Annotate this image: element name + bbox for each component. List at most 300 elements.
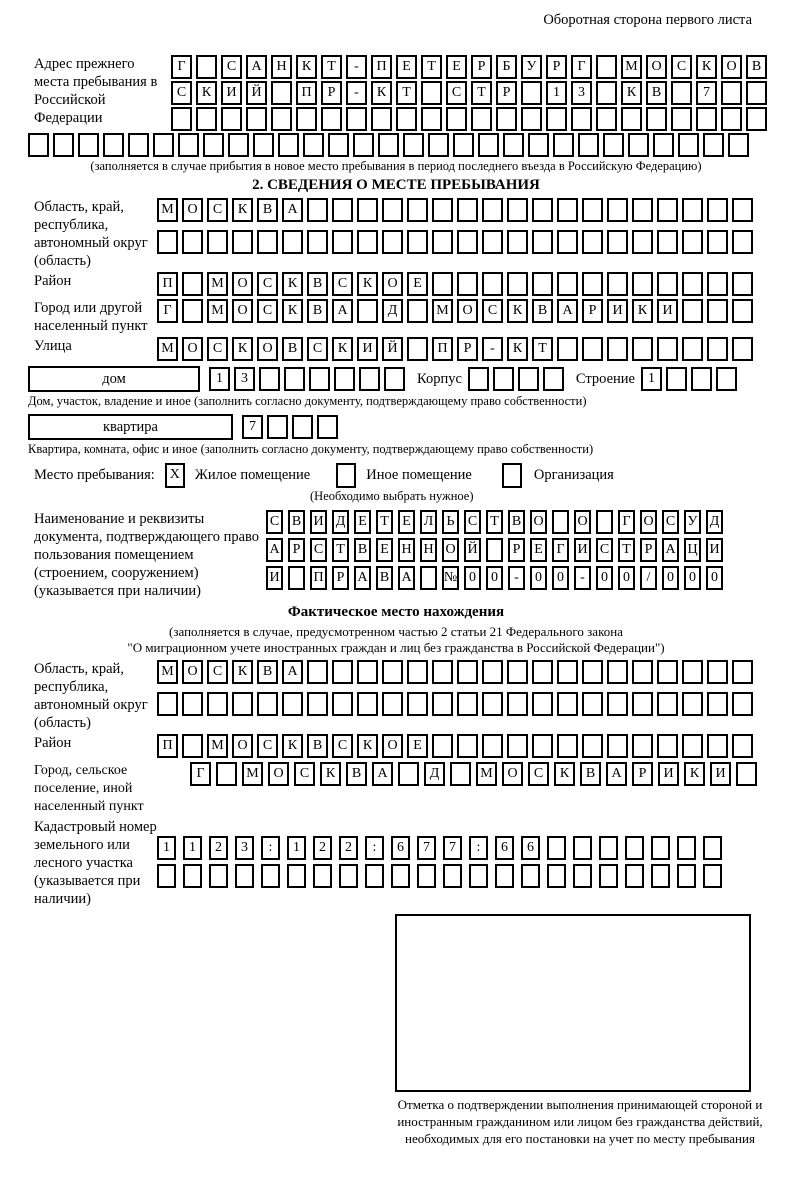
form-cell[interactable]: И: [310, 510, 327, 534]
form-cell[interactable]: В: [346, 762, 367, 786]
form-cell[interactable]: С: [171, 81, 192, 105]
form-cell[interactable]: [196, 107, 217, 131]
form-cell[interactable]: [557, 272, 578, 296]
form-cell[interactable]: 1: [157, 836, 176, 860]
form-cell[interactable]: [257, 230, 278, 254]
form-cell[interactable]: [209, 864, 228, 888]
form-cell[interactable]: 2: [313, 836, 332, 860]
form-cell[interactable]: [493, 367, 514, 391]
form-cell[interactable]: О: [182, 198, 203, 222]
form-cell[interactable]: [482, 198, 503, 222]
form-cell[interactable]: [543, 367, 564, 391]
form-cell[interactable]: [607, 337, 628, 361]
form-cell[interactable]: А: [662, 538, 679, 562]
form-cell[interactable]: П: [432, 337, 453, 361]
form-cell[interactable]: [651, 864, 670, 888]
form-cell[interactable]: [557, 734, 578, 758]
form-cell[interactable]: [357, 299, 378, 323]
form-cell[interactable]: [682, 337, 703, 361]
form-cell[interactable]: [657, 692, 678, 716]
form-cell[interactable]: [332, 230, 353, 254]
form-cell[interactable]: -: [574, 566, 591, 590]
form-cell[interactable]: [216, 762, 237, 786]
form-cell[interactable]: -: [346, 81, 367, 105]
form-cell[interactable]: [403, 133, 424, 157]
form-cell[interactable]: [332, 692, 353, 716]
form-cell[interactable]: [703, 864, 722, 888]
form-cell[interactable]: О: [182, 660, 203, 684]
form-cell[interactable]: [546, 107, 567, 131]
form-cell[interactable]: [309, 367, 330, 391]
form-cell[interactable]: [632, 660, 653, 684]
form-cell[interactable]: [271, 107, 292, 131]
form-cell[interactable]: [421, 81, 442, 105]
form-cell[interactable]: Е: [407, 734, 428, 758]
form-cell[interactable]: [607, 692, 628, 716]
form-cell[interactable]: А: [557, 299, 578, 323]
form-cell[interactable]: [671, 107, 692, 131]
form-cell[interactable]: О: [646, 55, 667, 79]
form-cell[interactable]: О: [232, 272, 253, 296]
form-cell[interactable]: Д: [424, 762, 445, 786]
form-cell[interactable]: [571, 107, 592, 131]
form-cell[interactable]: [420, 566, 437, 590]
form-cell[interactable]: [371, 107, 392, 131]
form-cell[interactable]: Р: [457, 337, 478, 361]
form-cell[interactable]: С: [221, 55, 242, 79]
form-cell[interactable]: 3: [571, 81, 592, 105]
form-cell[interactable]: [282, 692, 303, 716]
form-cell[interactable]: [532, 272, 553, 296]
form-cell[interactable]: [582, 272, 603, 296]
form-cell[interactable]: М: [157, 198, 178, 222]
form-cell[interactable]: С: [207, 660, 228, 684]
form-cell[interactable]: [532, 230, 553, 254]
form-cell[interactable]: Г: [571, 55, 592, 79]
form-cell[interactable]: Р: [332, 566, 349, 590]
form-cell[interactable]: К: [371, 81, 392, 105]
form-cell[interactable]: В: [532, 299, 553, 323]
form-cell[interactable]: [573, 836, 592, 860]
form-cell[interactable]: Е: [376, 538, 393, 562]
form-cell[interactable]: О: [457, 299, 478, 323]
form-cell[interactable]: С: [482, 299, 503, 323]
form-cell[interactable]: /: [640, 566, 657, 590]
form-cell[interactable]: [732, 272, 753, 296]
form-cell[interactable]: [307, 660, 328, 684]
form-cell[interactable]: [432, 230, 453, 254]
form-cell[interactable]: У: [684, 510, 701, 534]
form-cell[interactable]: [450, 762, 471, 786]
form-cell[interactable]: Т: [486, 510, 503, 534]
form-cell[interactable]: [482, 734, 503, 758]
form-cell[interactable]: -: [346, 55, 367, 79]
form-cell[interactable]: [357, 692, 378, 716]
form-cell[interactable]: -: [508, 566, 525, 590]
form-cell[interactable]: [599, 836, 618, 860]
form-cell[interactable]: [307, 692, 328, 716]
form-cell[interactable]: Е: [446, 55, 467, 79]
form-cell[interactable]: [625, 836, 644, 860]
form-cell[interactable]: 0: [530, 566, 547, 590]
form-cell[interactable]: [407, 299, 428, 323]
form-cell[interactable]: [657, 230, 678, 254]
form-cell[interactable]: К: [357, 272, 378, 296]
form-cell[interactable]: [746, 107, 767, 131]
form-cell[interactable]: [721, 81, 742, 105]
form-cell[interactable]: [632, 230, 653, 254]
form-cell[interactable]: О: [257, 337, 278, 361]
form-cell[interactable]: [607, 660, 628, 684]
form-cell[interactable]: [398, 762, 419, 786]
form-cell[interactable]: [407, 692, 428, 716]
form-cell[interactable]: [557, 230, 578, 254]
form-cell[interactable]: [746, 81, 767, 105]
form-cell[interactable]: [657, 198, 678, 222]
form-cell[interactable]: [677, 836, 696, 860]
form-cell[interactable]: Б: [496, 55, 517, 79]
form-cell[interactable]: [153, 133, 174, 157]
form-cell[interactable]: М: [207, 299, 228, 323]
form-cell[interactable]: Р: [632, 762, 653, 786]
form-cell[interactable]: [582, 660, 603, 684]
form-cell[interactable]: Т: [618, 538, 635, 562]
form-cell[interactable]: 1: [209, 367, 230, 391]
form-cell[interactable]: :: [365, 836, 384, 860]
form-cell[interactable]: [547, 836, 566, 860]
form-cell[interactable]: [353, 133, 374, 157]
form-cell[interactable]: [666, 367, 687, 391]
form-cell[interactable]: [657, 734, 678, 758]
form-cell[interactable]: [582, 734, 603, 758]
form-cell[interactable]: [547, 864, 566, 888]
form-cell[interactable]: [307, 230, 328, 254]
form-cell[interactable]: [417, 864, 436, 888]
form-cell[interactable]: С: [257, 272, 278, 296]
form-cell[interactable]: [707, 272, 728, 296]
form-cell[interactable]: И: [574, 538, 591, 562]
form-cell[interactable]: [482, 660, 503, 684]
form-cell[interactable]: [607, 272, 628, 296]
form-cell[interactable]: Е: [407, 272, 428, 296]
form-cell[interactable]: С: [266, 510, 283, 534]
form-cell[interactable]: [532, 198, 553, 222]
form-cell[interactable]: [607, 198, 628, 222]
form-cell[interactable]: [378, 133, 399, 157]
form-cell[interactable]: С: [528, 762, 549, 786]
form-cell[interactable]: [257, 692, 278, 716]
form-cell[interactable]: [407, 230, 428, 254]
form-cell[interactable]: [495, 864, 514, 888]
form-cell[interactable]: [532, 734, 553, 758]
form-cell[interactable]: [382, 692, 403, 716]
form-cell[interactable]: [296, 107, 317, 131]
form-cell[interactable]: [657, 660, 678, 684]
form-cell[interactable]: 7: [696, 81, 717, 105]
form-cell[interactable]: К: [232, 337, 253, 361]
form-cell[interactable]: 0: [552, 566, 569, 590]
form-cell[interactable]: И: [658, 762, 679, 786]
form-cell[interactable]: [682, 299, 703, 323]
form-cell[interactable]: А: [282, 660, 303, 684]
form-cell[interactable]: С: [257, 734, 278, 758]
form-cell[interactable]: [471, 107, 492, 131]
form-cell[interactable]: [632, 198, 653, 222]
form-cell[interactable]: М: [157, 660, 178, 684]
form-cell[interactable]: В: [580, 762, 601, 786]
form-cell[interactable]: М: [621, 55, 642, 79]
form-cell[interactable]: [736, 762, 757, 786]
form-cell[interactable]: [707, 734, 728, 758]
form-cell[interactable]: [657, 272, 678, 296]
form-cell[interactable]: [528, 133, 549, 157]
form-cell[interactable]: 7: [443, 836, 462, 860]
form-cell[interactable]: А: [606, 762, 627, 786]
form-cell[interactable]: Г: [618, 510, 635, 534]
form-cell[interactable]: А: [354, 566, 371, 590]
form-cell[interactable]: П: [157, 272, 178, 296]
form-cell[interactable]: [482, 230, 503, 254]
form-cell[interactable]: 7: [417, 836, 436, 860]
form-cell[interactable]: В: [746, 55, 767, 79]
form-cell[interactable]: А: [282, 198, 303, 222]
form-cell[interactable]: [657, 337, 678, 361]
form-cell[interactable]: [621, 107, 642, 131]
form-cell[interactable]: [582, 692, 603, 716]
form-cell[interactable]: [339, 864, 358, 888]
form-cell[interactable]: О: [182, 337, 203, 361]
form-cell[interactable]: [691, 367, 712, 391]
form-cell[interactable]: :: [261, 836, 280, 860]
form-cell[interactable]: [391, 864, 410, 888]
form-cell[interactable]: Р: [640, 538, 657, 562]
form-cell[interactable]: О: [721, 55, 742, 79]
form-cell[interactable]: [443, 864, 462, 888]
form-cell[interactable]: [28, 133, 49, 157]
form-cell[interactable]: В: [282, 337, 303, 361]
form-cell[interactable]: Е: [354, 510, 371, 534]
form-cell[interactable]: О: [268, 762, 289, 786]
form-cell[interactable]: К: [696, 55, 717, 79]
form-cell[interactable]: [207, 692, 228, 716]
form-cell[interactable]: Ь: [442, 510, 459, 534]
form-cell[interactable]: М: [157, 337, 178, 361]
form-cell[interactable]: [457, 230, 478, 254]
form-cell[interactable]: [357, 660, 378, 684]
form-cell[interactable]: [496, 107, 517, 131]
form-cell[interactable]: [183, 864, 202, 888]
form-cell[interactable]: [707, 230, 728, 254]
form-cell[interactable]: [532, 692, 553, 716]
form-cell[interactable]: [432, 198, 453, 222]
form-cell[interactable]: [521, 81, 542, 105]
form-cell[interactable]: 6: [495, 836, 514, 860]
form-cell[interactable]: [284, 367, 305, 391]
form-cell[interactable]: [382, 230, 403, 254]
form-cell[interactable]: [716, 367, 737, 391]
form-cell[interactable]: [428, 133, 449, 157]
form-cell[interactable]: О: [382, 272, 403, 296]
form-cell[interactable]: [557, 692, 578, 716]
form-cell[interactable]: [721, 107, 742, 131]
form-cell[interactable]: [521, 864, 540, 888]
form-cell[interactable]: [332, 660, 353, 684]
form-cell[interactable]: В: [307, 734, 328, 758]
form-cell[interactable]: [557, 660, 578, 684]
form-cell[interactable]: О: [502, 762, 523, 786]
form-cell[interactable]: С: [671, 55, 692, 79]
form-cell[interactable]: О: [232, 734, 253, 758]
form-cell[interactable]: 2: [339, 836, 358, 860]
checkbox-other-premises[interactable]: [336, 463, 356, 488]
form-cell[interactable]: Й: [464, 538, 481, 562]
form-cell[interactable]: Е: [398, 510, 415, 534]
form-cell[interactable]: Д: [706, 510, 723, 534]
form-cell[interactable]: [703, 133, 724, 157]
form-cell[interactable]: [653, 133, 674, 157]
form-cell[interactable]: [221, 107, 242, 131]
form-cell[interactable]: В: [376, 566, 393, 590]
form-cell[interactable]: [518, 367, 539, 391]
form-cell[interactable]: [203, 133, 224, 157]
form-cell[interactable]: 6: [391, 836, 410, 860]
form-cell[interactable]: [267, 415, 288, 439]
form-cell[interactable]: [78, 133, 99, 157]
form-cell[interactable]: [682, 272, 703, 296]
form-cell[interactable]: И: [710, 762, 731, 786]
form-cell[interactable]: [232, 692, 253, 716]
form-cell[interactable]: [103, 133, 124, 157]
form-cell[interactable]: 6: [521, 836, 540, 860]
form-cell[interactable]: [607, 734, 628, 758]
form-cell[interactable]: [182, 230, 203, 254]
form-cell[interactable]: В: [288, 510, 305, 534]
form-cell[interactable]: [446, 107, 467, 131]
form-cell[interactable]: [271, 81, 292, 105]
form-cell[interactable]: Д: [382, 299, 403, 323]
form-cell[interactable]: [228, 133, 249, 157]
form-cell[interactable]: [486, 538, 503, 562]
form-cell[interactable]: [478, 133, 499, 157]
form-cell[interactable]: А: [332, 299, 353, 323]
form-cell[interactable]: О: [382, 734, 403, 758]
form-cell[interactable]: [53, 133, 74, 157]
form-cell[interactable]: К: [507, 299, 528, 323]
form-cell[interactable]: В: [307, 299, 328, 323]
form-cell[interactable]: [557, 198, 578, 222]
form-cell[interactable]: К: [632, 299, 653, 323]
form-cell[interactable]: М: [207, 734, 228, 758]
form-cell[interactable]: [677, 864, 696, 888]
form-cell[interactable]: [307, 198, 328, 222]
form-cell[interactable]: А: [372, 762, 393, 786]
form-cell[interactable]: [596, 81, 617, 105]
form-cell[interactable]: [507, 198, 528, 222]
form-cell[interactable]: И: [266, 566, 283, 590]
form-cell[interactable]: Л: [420, 510, 437, 534]
form-cell[interactable]: [625, 864, 644, 888]
form-cell[interactable]: 3: [235, 836, 254, 860]
form-cell[interactable]: :: [469, 836, 488, 860]
form-cell[interactable]: [468, 367, 489, 391]
form-cell[interactable]: С: [257, 299, 278, 323]
form-cell[interactable]: Й: [246, 81, 267, 105]
form-cell[interactable]: [507, 272, 528, 296]
form-cell[interactable]: В: [508, 510, 525, 534]
form-cell[interactable]: [457, 272, 478, 296]
form-cell[interactable]: [651, 836, 670, 860]
checkbox-organization[interactable]: [502, 463, 522, 488]
form-cell[interactable]: [482, 692, 503, 716]
form-cell[interactable]: [732, 230, 753, 254]
form-cell[interactable]: К: [332, 337, 353, 361]
form-cell[interactable]: [157, 692, 178, 716]
form-cell[interactable]: 1: [641, 367, 662, 391]
form-cell[interactable]: М: [207, 272, 228, 296]
form-cell[interactable]: [732, 660, 753, 684]
form-cell[interactable]: №: [442, 566, 459, 590]
form-cell[interactable]: Е: [530, 538, 547, 562]
form-cell[interactable]: [482, 272, 503, 296]
form-cell[interactable]: К: [621, 81, 642, 105]
form-cell[interactable]: И: [657, 299, 678, 323]
form-cell[interactable]: 1: [183, 836, 202, 860]
form-cell[interactable]: [682, 660, 703, 684]
form-cell[interactable]: К: [554, 762, 575, 786]
form-cell[interactable]: [696, 107, 717, 131]
form-cell[interactable]: [457, 660, 478, 684]
form-cell[interactable]: [235, 864, 254, 888]
form-cell[interactable]: -: [482, 337, 503, 361]
form-cell[interactable]: [507, 692, 528, 716]
form-cell[interactable]: [432, 692, 453, 716]
form-cell[interactable]: 0: [662, 566, 679, 590]
form-cell[interactable]: В: [307, 272, 328, 296]
form-cell[interactable]: И: [357, 337, 378, 361]
form-cell[interactable]: [157, 230, 178, 254]
form-cell[interactable]: 3: [234, 367, 255, 391]
form-cell[interactable]: [678, 133, 699, 157]
form-cell[interactable]: [334, 367, 355, 391]
form-cell[interactable]: [278, 133, 299, 157]
form-cell[interactable]: О: [574, 510, 591, 534]
form-cell[interactable]: Р: [546, 55, 567, 79]
form-cell[interactable]: [703, 836, 722, 860]
form-cell[interactable]: [628, 133, 649, 157]
form-cell[interactable]: [582, 198, 603, 222]
form-cell[interactable]: [521, 107, 542, 131]
form-cell[interactable]: Т: [421, 55, 442, 79]
form-cell[interactable]: [313, 864, 332, 888]
form-cell[interactable]: С: [446, 81, 467, 105]
form-cell[interactable]: [432, 660, 453, 684]
form-cell[interactable]: Т: [396, 81, 417, 105]
form-cell[interactable]: [707, 660, 728, 684]
form-cell[interactable]: К: [282, 299, 303, 323]
form-cell[interactable]: Й: [382, 337, 403, 361]
form-cell[interactable]: [357, 198, 378, 222]
checkbox-residential[interactable]: X: [165, 463, 185, 488]
form-cell[interactable]: [246, 107, 267, 131]
form-cell[interactable]: [357, 230, 378, 254]
form-cell[interactable]: В: [354, 538, 371, 562]
form-cell[interactable]: [707, 337, 728, 361]
form-cell[interactable]: С: [332, 734, 353, 758]
form-cell[interactable]: [682, 734, 703, 758]
form-cell[interactable]: [407, 198, 428, 222]
form-cell[interactable]: [457, 692, 478, 716]
form-cell[interactable]: М: [476, 762, 497, 786]
